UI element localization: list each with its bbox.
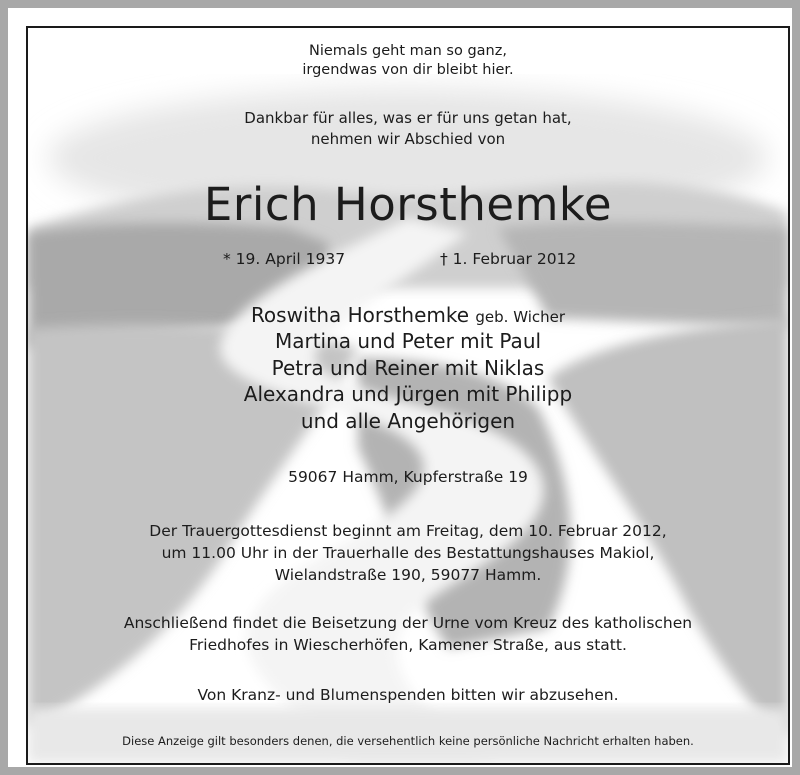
family-address: 59067 Hamm, Kupferstraße 19 [288,468,528,486]
family-first-note: geb. Wicher [475,308,566,326]
family-first-name: Roswitha Horsthemke [250,303,470,327]
burial-line: Anschließend findet die Beisetzung der Urne vom Kreuz des katholischen [123,614,693,632]
service-line: um 11.00 Uhr in der Trauerhalle des Bestattungshauses Makiol, [161,544,655,562]
obituary-notice [26,26,790,765]
birth-date: * 19. April 1937 [223,250,346,268]
quote-line-1: Niemals geht man so ganz, [309,43,507,59]
flowers-note: Von Kranz- und Blumenspenden bitten wir abzusehen. [197,686,619,704]
service-line: Der Trauergottesdienst beginnt am Freitag, dem 10. Februar 2012, [149,522,667,540]
footer-note: Diese Anzeige gilt besonders denen, die versehentlich keine persönliche Nachricht erhalten haben. [122,734,694,748]
intro-line-2: nehmen wir Abschied von [310,130,506,148]
deceased-name: Erich Horsthemke [203,178,613,231]
family-member: Petra und Reiner mit Niklas [271,356,545,380]
family-first [28,302,788,330]
intro-line-1: Dankbar für alles, was er für uns getan hat, [244,109,572,127]
quote-line-2: irgendwas von dir bleibt hier. [302,62,514,78]
family-member: Alexandra und Jürgen mit Philipp [243,382,573,406]
death-date: † 1. Februar 2012 [440,250,577,268]
service-line: Wielandstraße 190, 59077 Hamm. [274,566,542,584]
family-member: und alle Angehörigen [300,409,516,433]
family-member: Martina und Peter mit Paul [274,329,542,353]
burial-line: Friedhofes in Wiescherhöfen, Kamener Straße, aus statt. [189,636,627,654]
